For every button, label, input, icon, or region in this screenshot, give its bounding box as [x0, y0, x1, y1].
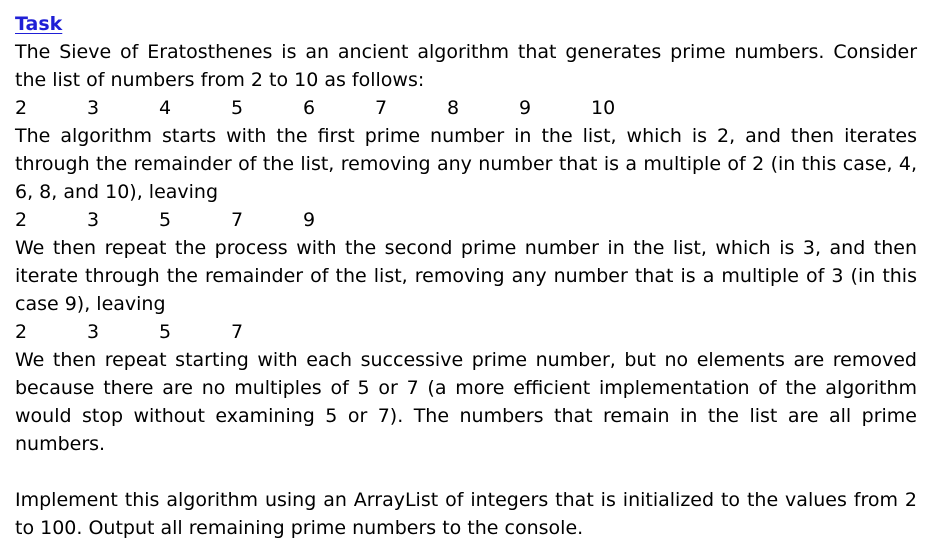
step1-paragraph: The algorithm starts with the first prime number in the list, which is 2, and then iterates through the remainder of the list, removing any number that is a multiple of 2 (in this case, 4, 6, 8, and 10), leaving: [15, 125, 917, 203]
list-number: 3: [87, 321, 100, 343]
task-heading-link[interactable]: Task: [15, 13, 63, 35]
list-number: 5: [159, 209, 172, 231]
list-number: 3: [87, 97, 100, 119]
list-number: 10: [591, 97, 616, 119]
list-number: 3: [87, 209, 100, 231]
paragraph-spacer: [15, 458, 917, 486]
list-number: 5: [231, 97, 244, 119]
list-number: 6: [303, 97, 316, 119]
list-number: 4: [159, 97, 172, 119]
list-number: 7: [231, 209, 244, 231]
number-list-initial: [15, 94, 917, 122]
list-number: 2: [15, 209, 28, 231]
step2-paragraph: We then repeat the process with the second prime number in the list, which is 3, and then iterate through the remainder of the list, removing any number that is a multiple of 3 (in this case 9), leaving: [15, 237, 917, 315]
step3-paragraph: We then repeat starting with each successive prime number, but no elements are removed because there are no multiples of 5 or 7 (a more efficient implementation of the algorithm would stop without examining 5 or 7). The numbers that remain in the list are all prime numbers.: [15, 349, 917, 455]
list-number: 2: [15, 97, 28, 119]
list-number: 5: [159, 321, 172, 343]
intro-paragraph: The Sieve of Eratosthenes is an ancient algorithm that generates prime numbers. Consider the list of numbers from 2 to 10 as follows:: [15, 41, 917, 91]
list-number: 7: [375, 97, 388, 119]
list-number: 8: [447, 97, 460, 119]
list-number: 9: [519, 97, 532, 119]
instruction-paragraph: Implement this algorithm using an ArrayList of integers that is initialized to the values from 2 to 100. Output all remaining prime numbers to the console.: [15, 489, 917, 539]
number-list-after-2: [15, 206, 917, 234]
list-number: 7: [231, 321, 244, 343]
list-number: 2: [15, 321, 28, 343]
number-list-after-3: [15, 318, 917, 346]
list-number: 9: [303, 209, 316, 231]
